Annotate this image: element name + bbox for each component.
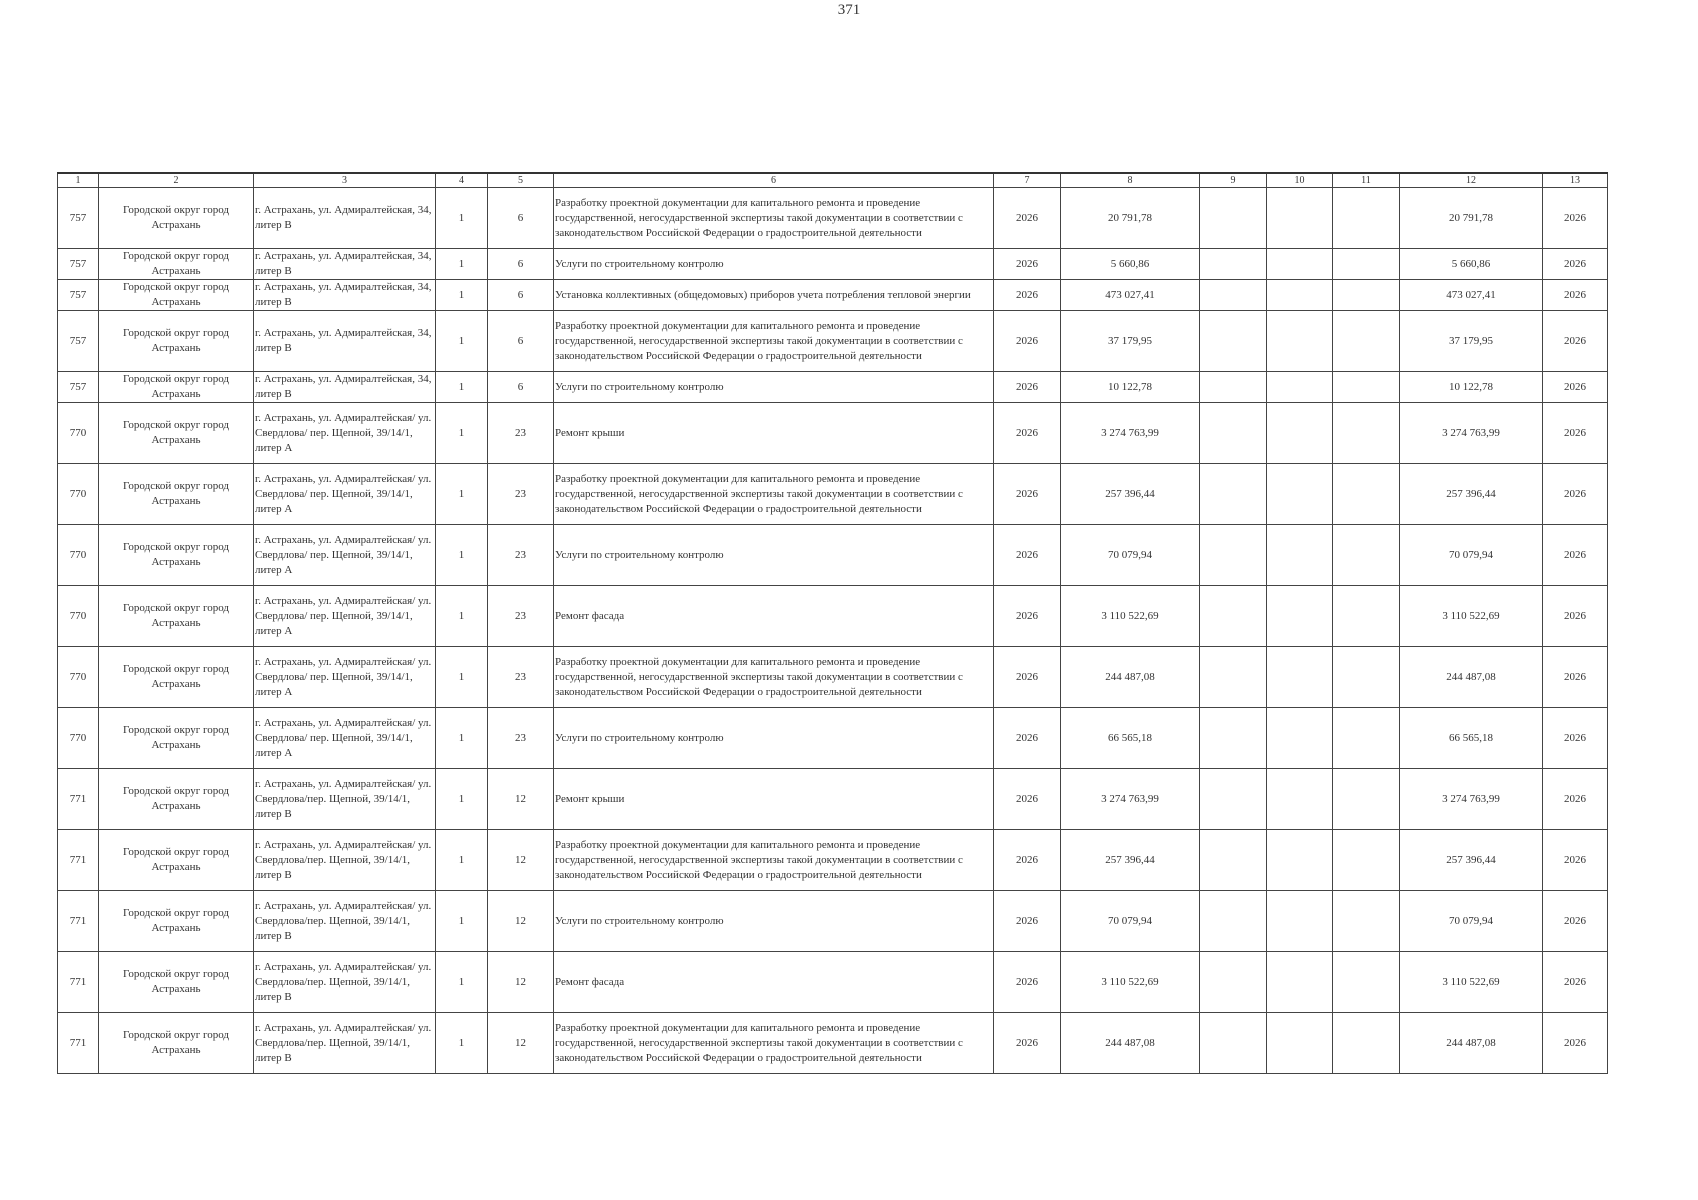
work-type-cell: Разработку проектной документации для капитального ремонта и проведение государственной, негосударственной экспертизы такой документации в соответствии с законодательством Российской Федерации о градостроительной деятельности — [554, 311, 994, 372]
column-9-cell — [1200, 525, 1267, 586]
column-9-cell — [1200, 311, 1267, 372]
completion-year-cell: 2026 — [1543, 891, 1608, 952]
municipality-cell: Городской округ город Астрахань — [99, 403, 254, 464]
column-10-cell — [1267, 311, 1333, 372]
year-cell: 2026 — [994, 188, 1061, 249]
column-header: 2 — [99, 173, 254, 188]
column-9-cell — [1200, 769, 1267, 830]
municipality-cell: Городской округ город Астрахань — [99, 891, 254, 952]
column-9-cell — [1200, 708, 1267, 769]
cost-cell: 20 791,78 — [1061, 188, 1200, 249]
year-cell: 2026 — [994, 403, 1061, 464]
column-9-cell — [1200, 647, 1267, 708]
completion-year-cell: 2026 — [1543, 952, 1608, 1013]
completion-year-cell: 2026 — [1543, 830, 1608, 891]
address-cell: г. Астрахань, ул. Адмиралтейская/ ул. Свердлова/пер. Щепной, 39/14/1, литер В — [254, 1013, 436, 1074]
work-type-cell: Ремонт крыши — [554, 769, 994, 830]
column-11-cell — [1333, 708, 1400, 769]
column-10-cell — [1267, 188, 1333, 249]
column-10-cell — [1267, 464, 1333, 525]
municipality-cell: Городской округ город Астрахань — [99, 249, 254, 280]
column-5-cell: 23 — [488, 647, 554, 708]
column-4-cell: 1 — [436, 403, 488, 464]
work-type-cell: Разработку проектной документации для капитального ремонта и проведение государственной, негосударственной экспертизы такой документации в соответствии с законодательством Российской Федерации о градостроительной деятельности — [554, 1013, 994, 1074]
total-cost-cell: 244 487,08 — [1400, 1013, 1543, 1074]
column-4-cell: 1 — [436, 830, 488, 891]
column-header: 7 — [994, 173, 1061, 188]
row-number-cell: 770 — [58, 464, 99, 525]
work-type-cell: Услуги по строительному контролю — [554, 249, 994, 280]
table-row — [58, 188, 1608, 249]
year-cell: 2026 — [994, 952, 1061, 1013]
column-4-cell: 1 — [436, 372, 488, 403]
column-9-cell — [1200, 403, 1267, 464]
column-11-cell — [1333, 1013, 1400, 1074]
total-cost-cell: 3 110 522,69 — [1400, 952, 1543, 1013]
year-cell: 2026 — [994, 647, 1061, 708]
cost-cell: 66 565,18 — [1061, 708, 1200, 769]
completion-year-cell: 2026 — [1543, 708, 1608, 769]
address-cell: г. Астрахань, ул. Адмиралтейская, 34, литер В — [254, 249, 436, 280]
column-5-cell: 12 — [488, 1013, 554, 1074]
address-cell: г. Астрахань, ул. Адмиралтейская, 34, литер В — [254, 311, 436, 372]
column-5-cell: 12 — [488, 891, 554, 952]
total-cost-cell: 3 274 763,99 — [1400, 769, 1543, 830]
table-row — [58, 586, 1608, 647]
total-cost-cell: 5 660,86 — [1400, 249, 1543, 280]
total-cost-cell: 244 487,08 — [1400, 647, 1543, 708]
work-type-cell: Ремонт фасада — [554, 586, 994, 647]
table-row — [58, 311, 1608, 372]
table-row — [58, 372, 1608, 403]
column-9-cell — [1200, 891, 1267, 952]
column-11-cell — [1333, 188, 1400, 249]
column-10-cell — [1267, 708, 1333, 769]
year-cell: 2026 — [994, 1013, 1061, 1074]
total-cost-cell: 70 079,94 — [1400, 525, 1543, 586]
column-5-cell: 23 — [488, 525, 554, 586]
work-type-cell: Ремонт фасада — [554, 952, 994, 1013]
address-cell: г. Астрахань, ул. Адмиралтейская/ ул. Свердлова/ пер. Щепной, 39/14/1, литер А — [254, 586, 436, 647]
column-11-cell — [1333, 891, 1400, 952]
cost-cell: 473 027,41 — [1061, 280, 1200, 311]
completion-year-cell: 2026 — [1543, 188, 1608, 249]
table-row — [58, 249, 1608, 280]
column-10-cell — [1267, 647, 1333, 708]
table-row — [58, 952, 1608, 1013]
completion-year-cell: 2026 — [1543, 647, 1608, 708]
column-9-cell — [1200, 952, 1267, 1013]
column-10-cell — [1267, 1013, 1333, 1074]
cost-cell: 70 079,94 — [1061, 525, 1200, 586]
column-header: 13 — [1543, 173, 1608, 188]
address-cell: г. Астрахань, ул. Адмиралтейская, 34, литер В — [254, 188, 436, 249]
column-11-cell — [1333, 372, 1400, 403]
column-header: 4 — [436, 173, 488, 188]
year-cell: 2026 — [994, 464, 1061, 525]
column-header: 1 — [58, 173, 99, 188]
column-11-cell — [1333, 952, 1400, 1013]
column-4-cell: 1 — [436, 708, 488, 769]
row-number-cell: 770 — [58, 647, 99, 708]
year-cell: 2026 — [994, 586, 1061, 647]
work-type-cell: Услуги по строительному контролю — [554, 708, 994, 769]
cost-cell: 70 079,94 — [1061, 891, 1200, 952]
completion-year-cell: 2026 — [1543, 280, 1608, 311]
column-5-cell: 12 — [488, 769, 554, 830]
municipality-cell: Городской округ город Астрахань — [99, 647, 254, 708]
cost-cell: 3 274 763,99 — [1061, 403, 1200, 464]
column-header: 6 — [554, 173, 994, 188]
page-number: 371 — [837, 2, 861, 18]
column-10-cell — [1267, 952, 1333, 1013]
cost-cell: 37 179,95 — [1061, 311, 1200, 372]
address-cell: г. Астрахань, ул. Адмиралтейская/ ул. Свердлова/ пер. Щепной, 39/14/1, литер А — [254, 403, 436, 464]
column-header: 8 — [1061, 173, 1200, 188]
municipality-cell: Городской округ город Астрахань — [99, 280, 254, 311]
column-11-cell — [1333, 830, 1400, 891]
year-cell: 2026 — [994, 311, 1061, 372]
column-4-cell: 1 — [436, 891, 488, 952]
cost-cell: 5 660,86 — [1061, 249, 1200, 280]
municipality-cell: Городской округ город Астрахань — [99, 188, 254, 249]
table-row — [58, 708, 1608, 769]
address-cell: г. Астрахань, ул. Адмиралтейская/ ул. Свердлова/ пер. Щепной, 39/14/1, литер А — [254, 525, 436, 586]
table-row — [58, 525, 1608, 586]
column-4-cell: 1 — [436, 1013, 488, 1074]
row-number-cell: 771 — [58, 1013, 99, 1074]
year-cell: 2026 — [994, 525, 1061, 586]
column-11-cell — [1333, 311, 1400, 372]
column-4-cell: 1 — [436, 188, 488, 249]
completion-year-cell: 2026 — [1543, 1013, 1608, 1074]
address-cell: г. Астрахань, ул. Адмиралтейская/ ул. Свердлова/ пер. Щепной, 39/14/1, литер А — [254, 464, 436, 525]
column-11-cell — [1333, 647, 1400, 708]
address-cell: г. Астрахань, ул. Адмиралтейская/ ул. Свердлова/пер. Щепной, 39/14/1, литер В — [254, 891, 436, 952]
row-number-cell: 770 — [58, 403, 99, 464]
column-9-cell — [1200, 372, 1267, 403]
municipality-cell: Городской округ город Астрахань — [99, 708, 254, 769]
cost-cell: 257 396,44 — [1061, 830, 1200, 891]
address-cell: г. Астрахань, ул. Адмиралтейская, 34, литер В — [254, 280, 436, 311]
table-row — [58, 891, 1608, 952]
column-10-cell — [1267, 280, 1333, 311]
row-number-cell: 757 — [58, 280, 99, 311]
address-cell: г. Астрахань, ул. Адмиралтейская/ ул. Свердлова/пер. Щепной, 39/14/1, литер В — [254, 830, 436, 891]
cost-cell: 3 110 522,69 — [1061, 952, 1200, 1013]
year-cell: 2026 — [994, 372, 1061, 403]
column-header: 3 — [254, 173, 436, 188]
row-number-cell: 757 — [58, 188, 99, 249]
table-row — [58, 1013, 1608, 1074]
work-type-cell: Ремонт крыши — [554, 403, 994, 464]
total-cost-cell: 70 079,94 — [1400, 891, 1543, 952]
column-5-cell: 6 — [488, 280, 554, 311]
cost-cell: 3 274 763,99 — [1061, 769, 1200, 830]
row-number-cell: 771 — [58, 769, 99, 830]
total-cost-cell: 257 396,44 — [1400, 830, 1543, 891]
municipality-cell: Городской округ город Астрахань — [99, 586, 254, 647]
municipality-cell: Городской округ город Астрахань — [99, 464, 254, 525]
work-type-cell: Разработку проектной документации для капитального ремонта и проведение государственной, негосударственной экспертизы такой документации в соответствии с законодательством Российской Федерации о градостроительной деятельности — [554, 464, 994, 525]
total-cost-cell: 257 396,44 — [1400, 464, 1543, 525]
total-cost-cell: 20 791,78 — [1400, 188, 1543, 249]
column-9-cell — [1200, 464, 1267, 525]
column-10-cell — [1267, 891, 1333, 952]
column-5-cell: 23 — [488, 464, 554, 525]
completion-year-cell: 2026 — [1543, 311, 1608, 372]
row-number-cell: 757 — [58, 311, 99, 372]
municipality-cell: Городской округ город Астрахань — [99, 311, 254, 372]
column-5-cell: 23 — [488, 403, 554, 464]
row-number-cell: 771 — [58, 891, 99, 952]
column-11-cell — [1333, 464, 1400, 525]
column-header: 10 — [1267, 173, 1333, 188]
column-5-cell: 12 — [488, 952, 554, 1013]
column-5-cell: 6 — [488, 249, 554, 280]
column-4-cell: 1 — [436, 952, 488, 1013]
address-cell: г. Астрахань, ул. Адмиралтейская/ ул. Свердлова/пер. Щепной, 39/14/1, литер В — [254, 769, 436, 830]
column-5-cell: 12 — [488, 830, 554, 891]
completion-year-cell: 2026 — [1543, 586, 1608, 647]
column-11-cell — [1333, 525, 1400, 586]
column-4-cell: 1 — [436, 464, 488, 525]
column-header: 9 — [1200, 173, 1267, 188]
column-11-cell — [1333, 586, 1400, 647]
column-11-cell — [1333, 249, 1400, 280]
column-10-cell — [1267, 403, 1333, 464]
column-9-cell — [1200, 280, 1267, 311]
table-row — [58, 280, 1608, 311]
cost-cell: 3 110 522,69 — [1061, 586, 1200, 647]
row-number-cell: 770 — [58, 586, 99, 647]
municipality-cell: Городской округ город Астрахань — [99, 1013, 254, 1074]
municipality-cell: Городской округ город Астрахань — [99, 372, 254, 403]
work-type-cell: Услуги по строительному контролю — [554, 372, 994, 403]
table-row — [58, 464, 1608, 525]
work-type-cell: Услуги по строительному контролю — [554, 891, 994, 952]
column-9-cell — [1200, 249, 1267, 280]
column-11-cell — [1333, 280, 1400, 311]
address-cell: г. Астрахань, ул. Адмиралтейская/ ул. Свердлова/ пер. Щепной, 39/14/1, литер А — [254, 708, 436, 769]
municipality-cell: Городской округ город Астрахань — [99, 769, 254, 830]
column-11-cell — [1333, 769, 1400, 830]
completion-year-cell: 2026 — [1543, 464, 1608, 525]
column-4-cell: 1 — [436, 647, 488, 708]
total-cost-cell: 3 274 763,99 — [1400, 403, 1543, 464]
row-number-cell: 757 — [58, 372, 99, 403]
total-cost-cell: 10 122,78 — [1400, 372, 1543, 403]
column-5-cell: 6 — [488, 372, 554, 403]
municipality-cell: Городской округ город Астрахань — [99, 952, 254, 1013]
completion-year-cell: 2026 — [1543, 525, 1608, 586]
column-10-cell — [1267, 525, 1333, 586]
year-cell: 2026 — [994, 769, 1061, 830]
total-cost-cell: 37 179,95 — [1400, 311, 1543, 372]
column-10-cell — [1267, 249, 1333, 280]
column-10-cell — [1267, 830, 1333, 891]
table-row — [58, 830, 1608, 891]
row-number-cell: 771 — [58, 830, 99, 891]
address-cell: г. Астрахань, ул. Адмиралтейская, 34, литер В — [254, 372, 436, 403]
column-4-cell: 1 — [436, 249, 488, 280]
column-9-cell — [1200, 830, 1267, 891]
column-4-cell: 1 — [436, 280, 488, 311]
completion-year-cell: 2026 — [1543, 769, 1608, 830]
cost-cell: 257 396,44 — [1061, 464, 1200, 525]
row-number-cell: 757 — [58, 249, 99, 280]
column-10-cell — [1267, 586, 1333, 647]
column-5-cell: 6 — [488, 311, 554, 372]
column-header: 12 — [1400, 173, 1543, 188]
total-cost-cell: 473 027,41 — [1400, 280, 1543, 311]
year-cell: 2026 — [994, 280, 1061, 311]
work-type-cell: Разработку проектной документации для капитального ремонта и проведение государственной, негосударственной экспертизы такой документации в соответствии с законодательством Российской Федерации о градостроительной деятельности — [554, 647, 994, 708]
column-11-cell — [1333, 403, 1400, 464]
column-4-cell: 1 — [436, 525, 488, 586]
cost-cell: 10 122,78 — [1061, 372, 1200, 403]
column-header: 5 — [488, 173, 554, 188]
completion-year-cell: 2026 — [1543, 249, 1608, 280]
table-row — [58, 769, 1608, 830]
completion-year-cell: 2026 — [1543, 372, 1608, 403]
table-row — [58, 403, 1608, 464]
year-cell: 2026 — [994, 891, 1061, 952]
work-type-cell: Установка коллективных (общедомовых) приборов учета потребления тепловой энергии — [554, 280, 994, 311]
completion-year-cell: 2026 — [1543, 403, 1608, 464]
table-header-row — [58, 173, 1608, 188]
column-4-cell: 1 — [436, 586, 488, 647]
address-cell: г. Астрахань, ул. Адмиралтейская/ ул. Свердлова/ пер. Щепной, 39/14/1, литер А — [254, 647, 436, 708]
year-cell: 2026 — [994, 249, 1061, 280]
row-number-cell: 770 — [58, 708, 99, 769]
municipality-cell: Городской округ город Астрахань — [99, 830, 254, 891]
column-9-cell — [1200, 188, 1267, 249]
total-cost-cell: 3 110 522,69 — [1400, 586, 1543, 647]
year-cell: 2026 — [994, 708, 1061, 769]
column-4-cell: 1 — [436, 311, 488, 372]
row-number-cell: 770 — [58, 525, 99, 586]
cost-cell: 244 487,08 — [1061, 647, 1200, 708]
column-5-cell: 23 — [488, 708, 554, 769]
column-10-cell — [1267, 372, 1333, 403]
work-type-cell: Разработку проектной документации для капитального ремонта и проведение государственной, негосударственной экспертизы такой документации в соответствии с законодательством Российской Федерации о градостроительной деятельности — [554, 188, 994, 249]
column-5-cell: 6 — [488, 188, 554, 249]
table-row — [58, 647, 1608, 708]
total-cost-cell: 66 565,18 — [1400, 708, 1543, 769]
column-9-cell — [1200, 1013, 1267, 1074]
year-cell: 2026 — [994, 830, 1061, 891]
table-body — [58, 188, 1608, 1074]
column-9-cell — [1200, 586, 1267, 647]
row-number-cell: 771 — [58, 952, 99, 1013]
column-5-cell: 23 — [488, 586, 554, 647]
work-type-cell: Услуги по строительному контролю — [554, 525, 994, 586]
address-cell: г. Астрахань, ул. Адмиралтейская/ ул. Свердлова/пер. Щепной, 39/14/1, литер В — [254, 952, 436, 1013]
cost-cell: 244 487,08 — [1061, 1013, 1200, 1074]
municipality-cell: Городской округ город Астрахань — [99, 525, 254, 586]
capital-repair-table — [57, 172, 1608, 1074]
column-4-cell: 1 — [436, 769, 488, 830]
work-type-cell: Разработку проектной документации для капитального ремонта и проведение государственной, негосударственной экспертизы такой документации в соответствии с законодательством Российской Федерации о градостроительной деятельности — [554, 830, 994, 891]
column-10-cell — [1267, 769, 1333, 830]
column-header: 11 — [1333, 173, 1400, 188]
